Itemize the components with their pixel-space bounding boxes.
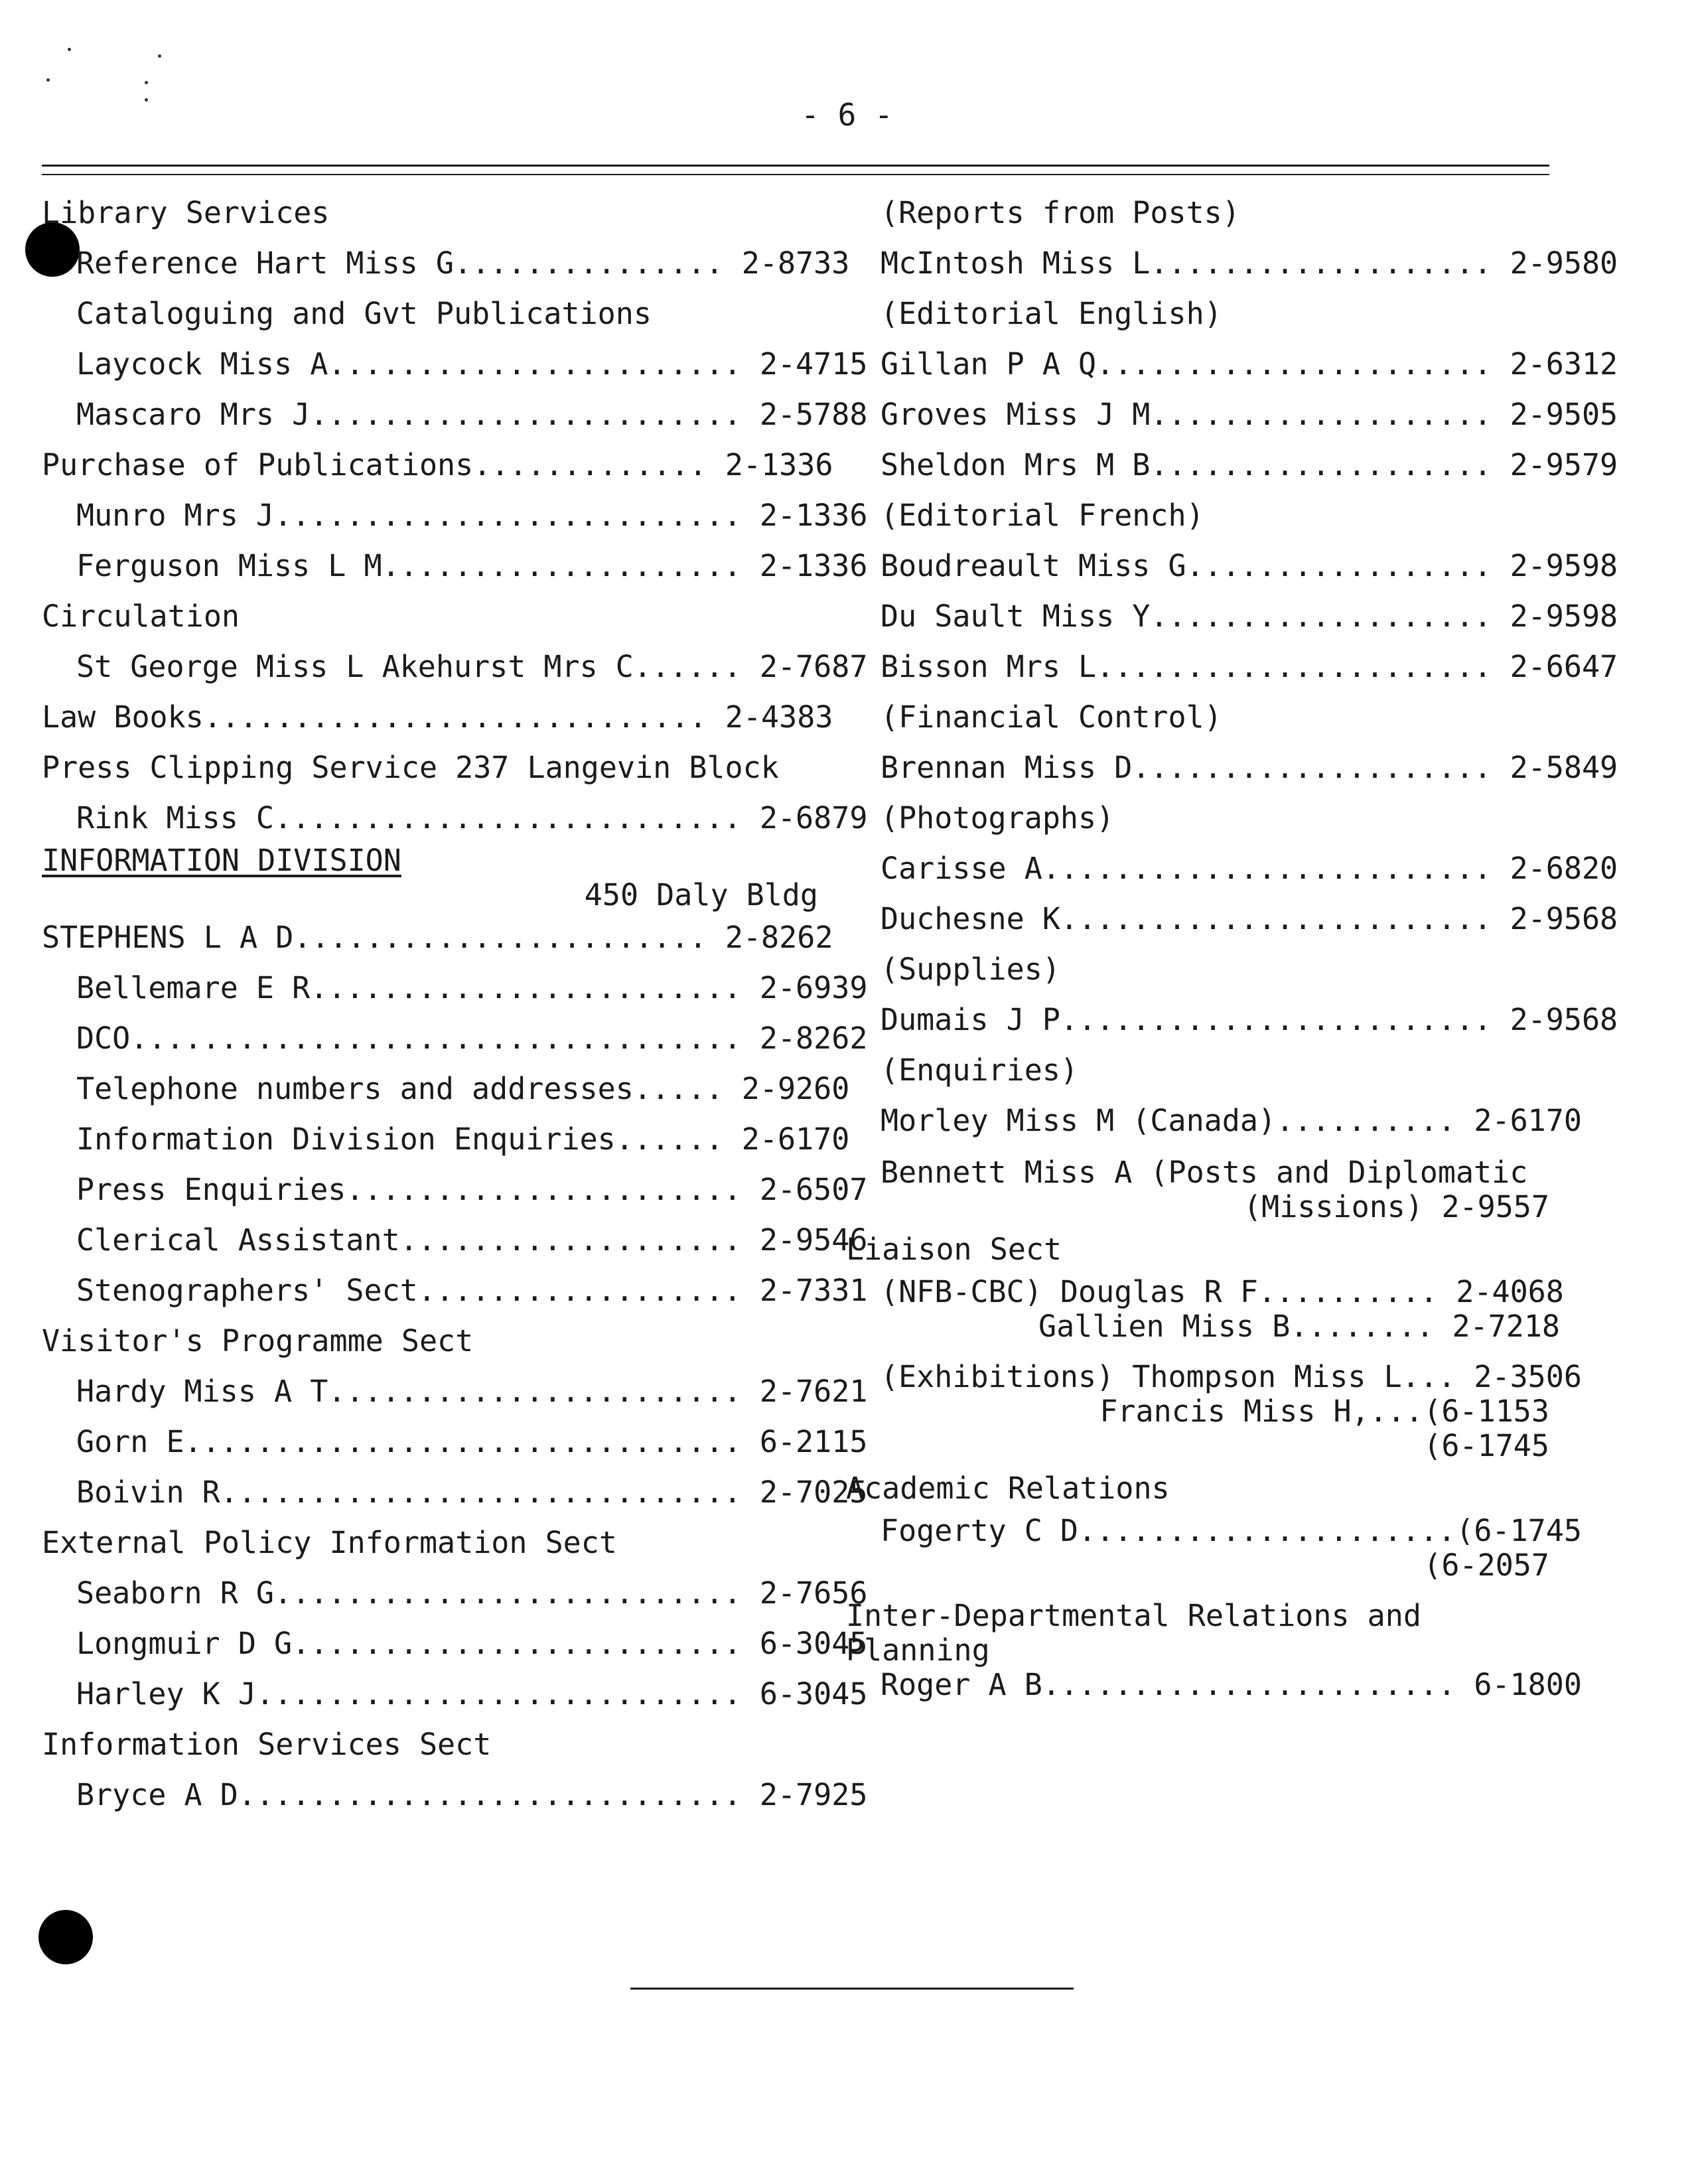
entry-text: (Editorial French) [881, 498, 1204, 533]
entry-text: Information Division Enquiries...... [76, 1122, 724, 1157]
entry-text: Sheldon Mrs M B................... [881, 447, 1492, 482]
entry-text: Roger A B....................... [881, 1667, 1456, 1702]
footer-rule [630, 1988, 1074, 1990]
directory-entry [42, 1619, 868, 1669]
phone-extension: 2-9568 [1510, 1002, 1618, 1037]
directory-entry [42, 490, 868, 541]
phone-extension: 6-3045 [759, 1626, 868, 1661]
directory-entry [42, 1266, 868, 1316]
phone-extension: 2-1336 [759, 548, 868, 583]
entry-text: Du Sault Miss Y................... [881, 599, 1492, 634]
directory-entry [42, 1770, 868, 1820]
phone-extension: 6-2115 [759, 1424, 868, 1459]
phone-extension: 2-6820 [1510, 851, 1618, 886]
phone-extension: 2-5788 [759, 397, 868, 432]
entry-text: Carisse A......................... [881, 851, 1492, 886]
entry-text: Groves Miss J M................... [881, 397, 1492, 432]
directory-heading [42, 289, 818, 339]
directory-heading [846, 1633, 1549, 1668]
directory-entry [846, 894, 1618, 944]
directory-entry [42, 1417, 868, 1467]
directory-entry [846, 1548, 1549, 1583]
phone-extension: 2-4068 [1456, 1274, 1564, 1309]
directory-entry [42, 1114, 850, 1165]
entry-text: Liaison Sect [846, 1232, 1062, 1267]
directory-entry [42, 541, 868, 591]
entry-text: DCO.................................. [76, 1021, 742, 1056]
entry-text: Francis Miss H,... [1099, 1394, 1423, 1429]
entry-text: St George Miss L Akehurst Mrs C...... [76, 649, 742, 684]
directory-entry [846, 1429, 1549, 1463]
entry-text: Clerical Assistant................... [76, 1222, 742, 1258]
phone-extension: (6-1745 [1456, 1513, 1582, 1548]
directory-heading [42, 743, 818, 793]
entry-text: Munro Mrs J.......................... [76, 498, 742, 533]
entry-text: Hardy Miss A T....................... [76, 1374, 742, 1409]
entry-text: Gallien Miss B........ [1038, 1309, 1435, 1344]
entry-text: Planning [846, 1633, 990, 1668]
directory-entry [42, 793, 868, 843]
scan-speck [68, 48, 71, 51]
scan-speck [158, 54, 161, 58]
directory-entry [846, 1513, 1582, 1548]
phone-extension: 2-6312 [1510, 346, 1618, 382]
entry-text: (Photographs) [881, 800, 1115, 836]
directory-entry [42, 963, 868, 1013]
entry-text: Visitor's Programme Sect [42, 1323, 474, 1358]
phone-extension: 2-6939 [759, 970, 868, 1005]
directory-entry [846, 642, 1618, 692]
entry-text: Dumais J P........................ [881, 1002, 1492, 1037]
directory-entry [846, 1667, 1582, 1702]
entry-text: Press Clipping Service 237 Langevin Block [42, 750, 779, 785]
entry-text: Reference Hart Miss G............... [76, 246, 724, 281]
directory-heading [846, 1463, 1549, 1514]
phone-extension: 2-1336 [759, 498, 868, 533]
phone-extension: 6-1800 [1474, 1667, 1582, 1702]
entry-text: Inter-Departmental Relations and [846, 1598, 1421, 1633]
directory-entry [846, 541, 1618, 591]
phone-extension: 2-9557 [1441, 1189, 1549, 1224]
directory-entry [846, 1190, 1549, 1224]
entry-text: Brennan Miss D.................... [881, 750, 1492, 785]
directory-entry [42, 1366, 868, 1417]
directory-entry [42, 390, 868, 440]
directory-entry [42, 1669, 868, 1719]
left-column [42, 188, 868, 1820]
phone-extension: 2-8262 [759, 1021, 868, 1056]
phone-extension: 2-7656 [759, 1575, 868, 1611]
entry-text: Bryce A D............................ [76, 1777, 742, 1812]
directory-entry [42, 1013, 868, 1064]
directory-entry [42, 642, 868, 692]
directory-entry [42, 440, 833, 490]
phone-extension: (6-2057 [1423, 1548, 1549, 1583]
entry-text: Circulation [42, 599, 240, 634]
directory-heading [846, 1599, 1549, 1633]
entry-text: Longmuir D G......................... [76, 1626, 742, 1661]
entry-text: Telephone numbers and addresses..... [76, 1071, 724, 1106]
entry-text: McIntosh Miss L................... [881, 246, 1492, 281]
entry-text: Duchesne K........................ [881, 901, 1492, 936]
entry-text: Law Books............................ [42, 699, 707, 735]
directory-entry [42, 912, 833, 963]
entry-text: Academic Relations [846, 1471, 1170, 1506]
phone-extension: 2-9505 [1510, 397, 1618, 432]
entry-text: Library Services [42, 195, 330, 230]
entry-text: Laycock Miss A....................... [76, 346, 742, 382]
entry-text: (Exhibitions) Thompson Miss L... [881, 1359, 1456, 1394]
directory-entry [846, 238, 1618, 289]
directory-entry [846, 591, 1618, 642]
phone-extension: 2-9579 [1510, 447, 1618, 482]
directory-entry [42, 339, 868, 390]
phone-extension: 2-9598 [1510, 548, 1618, 583]
entry-text: Mascaro Mrs J........................ [76, 397, 742, 432]
scan-speck [145, 81, 148, 84]
directory-entry [42, 1568, 868, 1619]
directory-entry [846, 390, 1618, 440]
directory-heading [846, 188, 1549, 238]
directory-heading [42, 1518, 818, 1568]
directory-heading [846, 1155, 1549, 1190]
phone-extension: (6-1153 [1423, 1394, 1549, 1429]
entry-text: Morley Miss M (Canada).......... [881, 1103, 1456, 1138]
directory-heading [846, 944, 1549, 995]
punch-hole [38, 1910, 93, 1964]
directory-heading [42, 1316, 818, 1366]
entry-text: INFORMATION DIVISION [42, 843, 401, 878]
phone-extension: 2-7025 [759, 1475, 868, 1510]
phone-extension: 2-4383 [725, 699, 833, 735]
phone-extension: 2-9598 [1510, 599, 1618, 634]
directory-entry [42, 1467, 868, 1518]
directory-heading [846, 793, 1549, 843]
header-rule [42, 174, 1549, 175]
phone-extension: 2-3506 [1474, 1359, 1582, 1394]
directory-entry [846, 339, 1618, 390]
phone-extension: 6-3045 [759, 1676, 868, 1711]
entry-text: Seaborn R G.......................... [76, 1575, 742, 1611]
phone-extension: 2-5849 [1510, 750, 1618, 785]
phone-extension: 2-9580 [1510, 246, 1618, 281]
entry-text: External Policy Information Sect [42, 1525, 617, 1560]
directory-entry [42, 1165, 868, 1215]
entry-text: Rink Miss C.......................... [76, 800, 742, 836]
directory-entry [846, 1096, 1582, 1146]
phone-extension: 2-7925 [759, 1777, 868, 1812]
phone-extension: 2-7331 [759, 1273, 868, 1308]
entry-text: (Financial Control) [881, 699, 1222, 735]
directory-heading [846, 692, 1549, 743]
entry-text: Press Enquiries...................... [76, 1172, 742, 1207]
phone-extension: 2-6170 [741, 1122, 850, 1157]
directory-heading [846, 1045, 1549, 1096]
phone-extension: 2-6647 [1510, 649, 1618, 684]
directory-entry [846, 1394, 1549, 1429]
directory-entry [846, 843, 1618, 894]
directory-entry [42, 878, 818, 912]
phone-extension: 2-9546 [759, 1222, 868, 1258]
phone-extension: 2-7621 [759, 1374, 868, 1409]
entry-text: STEPHENS L A D....................... [42, 920, 707, 955]
entry-text: Boivin R............................. [76, 1475, 742, 1510]
scan-speck [46, 78, 50, 82]
phone-extension: 2-9568 [1510, 901, 1618, 936]
phone-extension: (6-1745 [1423, 1428, 1549, 1463]
directory-entry [846, 743, 1618, 793]
phone-extension: 2-6170 [1474, 1103, 1582, 1138]
entry-text: Bellemare E R........................ [76, 970, 742, 1005]
directory-entry [42, 692, 833, 743]
directory-heading [42, 591, 818, 642]
directory-entry [846, 995, 1618, 1045]
directory-entry [846, 1359, 1582, 1394]
directory-entry [42, 238, 850, 289]
phone-extension: 2-6879 [759, 800, 868, 836]
entry-text: (Enquiries) [881, 1053, 1079, 1088]
phone-extension: 2-6507 [759, 1172, 868, 1207]
right-column [846, 188, 1618, 1702]
entry-text: (Editorial English) [881, 296, 1222, 331]
phone-extension: 450 Daly Bldg [584, 877, 818, 912]
page-number: - 6 - [801, 97, 893, 133]
entry-text: Boudreault Miss G................. [881, 548, 1492, 583]
entry-text: Purchase of Publications............. [42, 447, 707, 482]
entry-text: Stenographers' Sect.................. [76, 1273, 742, 1308]
directory-heading [846, 1224, 1549, 1275]
phone-extension: 2-8262 [725, 920, 833, 955]
directory-heading [846, 289, 1549, 339]
phone-extension: 2-4715 [759, 346, 868, 382]
entry-text: Fogerty C D..................... [881, 1513, 1456, 1548]
entry-text: Gillan P A Q...................... [881, 346, 1492, 382]
directory-heading [846, 490, 1549, 541]
directory-entry [42, 1215, 868, 1266]
entry-text: (Supplies) [881, 952, 1060, 987]
directory-entry [846, 440, 1618, 490]
phone-extension: 2-9260 [741, 1071, 850, 1106]
directory-heading [42, 843, 818, 878]
directory-entry [42, 1064, 850, 1114]
phone-extension: 2-1336 [725, 447, 833, 482]
entry-text: Harley K J........................... [76, 1676, 742, 1711]
entry-text: (Missions) [1243, 1189, 1423, 1224]
entry-text: Ferguson Miss L M.................... [76, 548, 742, 583]
entry-text: Cataloguing and Gvt Publications [76, 296, 652, 331]
phone-extension: 2-7687 [759, 649, 868, 684]
entry-text: Gorn E............................... [76, 1424, 742, 1459]
entry-text: Information Services Sect [42, 1727, 492, 1762]
directory-heading [42, 1719, 818, 1770]
directory-entry [846, 1274, 1564, 1309]
entry-text: Bisson Mrs L...................... [881, 649, 1492, 684]
header-rule [42, 165, 1549, 167]
phone-extension: 2-8733 [741, 246, 850, 281]
directory-entry [846, 1309, 1561, 1344]
directory-heading [42, 188, 818, 238]
entry-text: Bennett Miss A (Posts and Diplomatic [881, 1155, 1528, 1190]
entry-text: (NFB-CBC) Douglas R F.......... [881, 1274, 1438, 1309]
phone-extension: 2-7218 [1452, 1309, 1561, 1344]
entry-text: (Reports from Posts) [881, 195, 1240, 230]
